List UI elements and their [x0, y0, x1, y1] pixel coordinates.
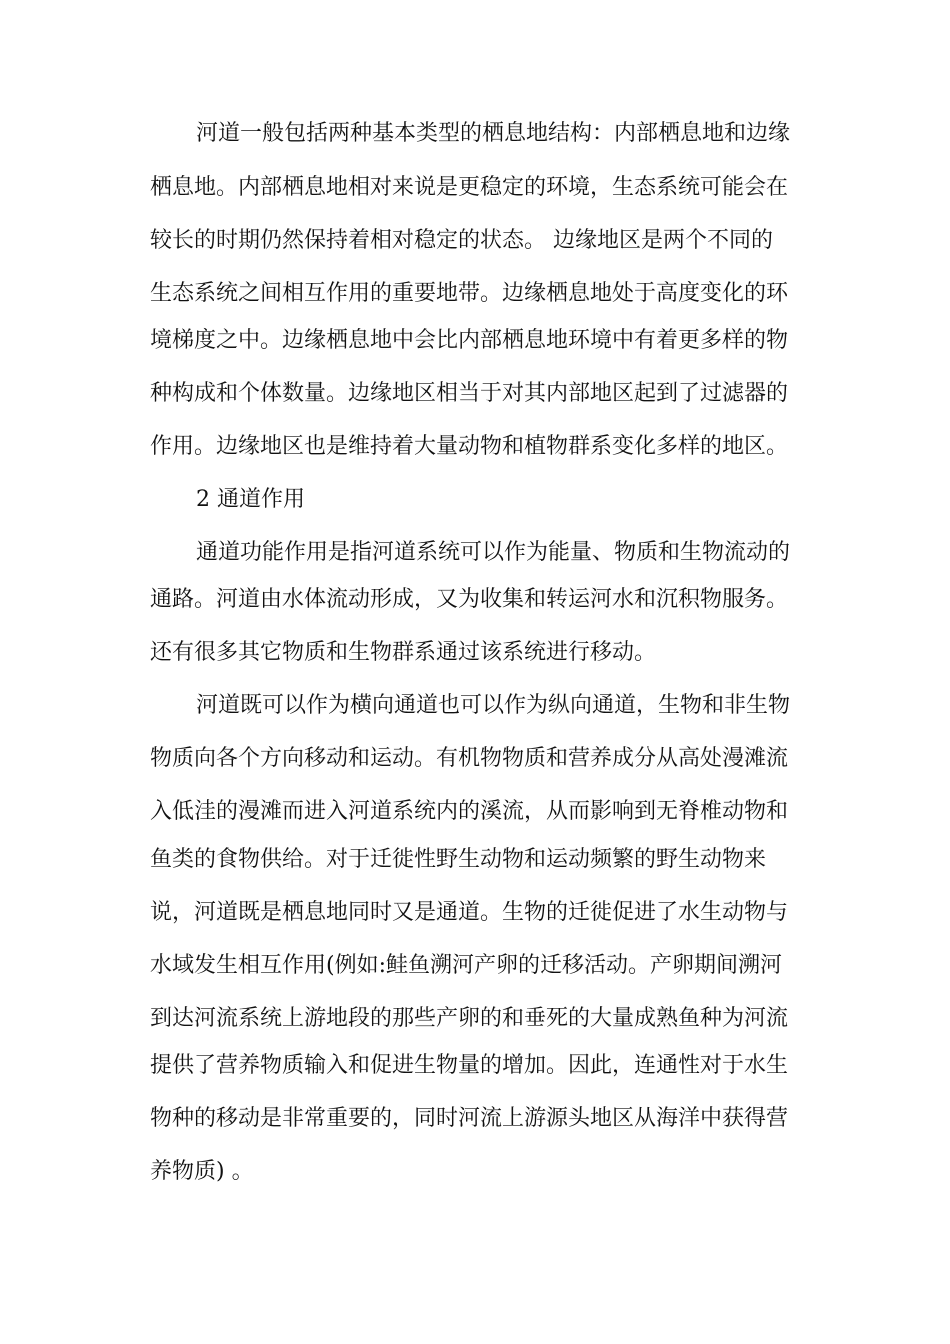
text-line: 提供了营养物质输入和促进生物量的增加。因此，连通性对于水生 [150, 1053, 789, 1078]
text-line: 鱼类的食物供给。对于迁徙性野生动物和运动频繁的野生动物来 [150, 847, 767, 872]
text-line: 水域发生相互作用(例如:鲑鱼溯河产卵的迁移活动。产卵期间溯河 [150, 953, 782, 978]
text-line: 河道一般包括两种基本类型的栖息地结构：内部栖息地和边缘 [196, 121, 791, 146]
text-line: 种构成和个体数量。边缘地区相当于对其内部地区起到了过滤器的 [150, 381, 789, 406]
text-line: 栖息地。内部栖息地相对来说是更稳定的环境，生态系统可能会在 [150, 175, 789, 200]
text-line: 说，河道既是栖息地同时又是通道。生物的迁徙促进了水生动物与 [150, 900, 789, 925]
section-heading: 2 通道作用 [196, 487, 305, 512]
text-line: 物质向各个方向移动和运动。有机物物质和营养成分从高处漫滩流 [150, 746, 789, 771]
text-line: 境梯度之中。边缘栖息地中会比内部栖息地环境中有着更多样的物 [150, 328, 789, 353]
text-line: 物种的移动是非常重要的，同时河流上游源头地区从海洋中获得营 [150, 1106, 789, 1131]
text-line: 通道功能作用是指河道系统可以作为能量、物质和生物流动的 [196, 540, 791, 565]
text-line: 作用。边缘地区也是维持着大量动物和植物群系变化多样的地区。 [150, 434, 789, 459]
text-line: 养物质) 。 [150, 1159, 254, 1184]
text-line: 生态系统之间相互作用的重要地带。边缘栖息地处于高度变化的环 [150, 281, 789, 306]
text-line: 到达河流系统上游地段的那些产卵的和垂死的大量成熟鱼种为河流 [150, 1006, 789, 1031]
text-line: 入低洼的漫滩而进入河道系统内的溪流，从而影响到无脊椎动物和 [150, 799, 789, 824]
text-line: 还有很多其它物质和生物群系通过该系统进行移动。 [150, 640, 657, 665]
text-line: 通路。河道由水体流动形成，又为收集和转运河水和沉积物服务。 [150, 587, 789, 612]
text-line: 河道既可以作为横向通道也可以作为纵向通道，生物和非生物 [196, 693, 791, 718]
text-line: 较长的时期仍然保持着相对稳定的状态。 边缘地区是两个不同的 [150, 228, 773, 253]
